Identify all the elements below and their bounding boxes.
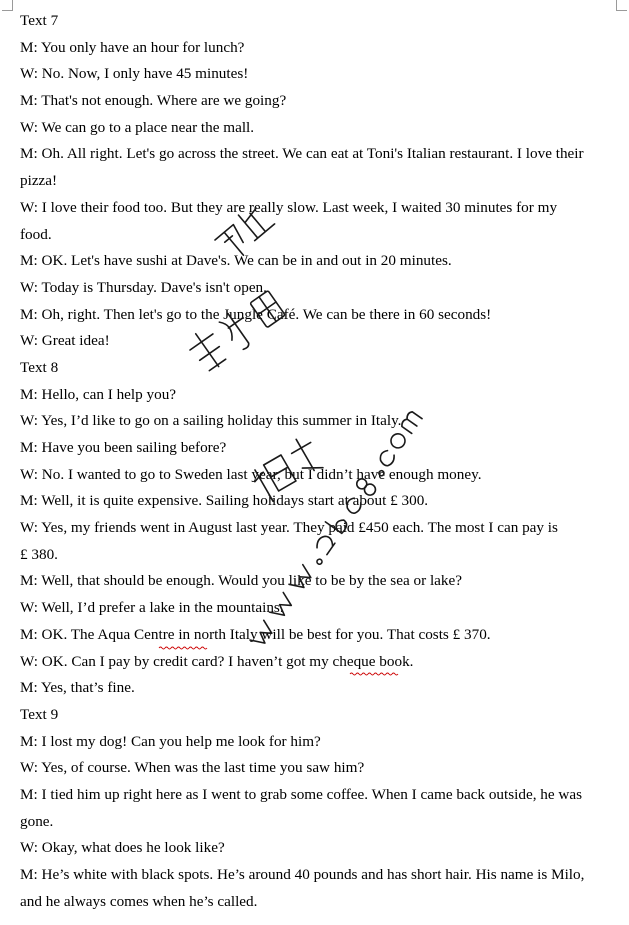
transcript-line: W: Okay, what does he look like? bbox=[20, 839, 225, 857]
transcript-line: W: Yes, I’d like to go on a sailing holiday this summer in Italy. bbox=[20, 412, 402, 430]
transcript-line: W: Well, I’d prefer a lake in the mountains. bbox=[20, 599, 284, 617]
transcript-line: M: He’s white with black spots. He’s around 40 pounds and has short hair. His name is Milo, bbox=[20, 866, 585, 883]
transcript-line: £ 380. bbox=[20, 545, 58, 563]
transcript-line: Text 7 bbox=[20, 12, 59, 29]
transcript-line: M: That's not enough. Where are we going? bbox=[20, 92, 287, 110]
transcript-line: W: Great idea! bbox=[20, 332, 110, 350]
transcript-line: M: Oh. All right. Let's go across the street. We can eat at Toni's Italian restaurant. I love their bbox=[20, 145, 584, 163]
transcript-line: pizza! bbox=[20, 172, 58, 190]
transcript-line: M: You only have an hour for lunch? bbox=[20, 38, 245, 56]
transcript-line: M: Well, that should be enough. Would you like to be by the sea or lake? bbox=[20, 572, 462, 590]
transcript-line: M: OK. The Aqua Centre in north Italy will be best for you. That costs £ 370. bbox=[20, 625, 491, 643]
transcript-line: M: Yes, that’s fine. bbox=[20, 679, 135, 697]
transcript-line: M: I lost my dog! Can you help me look for him? bbox=[20, 732, 321, 750]
document-body bbox=[20, 8, 622, 915]
transcript-line: M: I tied him up right here as I went to grab some coffee. When I came back outside, he was bbox=[20, 785, 583, 803]
page-corner-mark-left bbox=[2, 0, 13, 11]
transcript-line: and he always comes when he’s called. bbox=[20, 892, 258, 910]
transcript-line: M: Hello, can I help you? bbox=[20, 385, 177, 403]
transcript-line: M: Well, it is quite expensive. Sailing holidays start at about £ 300. bbox=[20, 492, 429, 510]
transcript-line: W: Today is Thursday. Dave's isn't open. bbox=[20, 278, 267, 296]
transcript-line: W: I love their food too. But they are really slow. Last week, I waited 30 minutes for my bbox=[20, 198, 558, 216]
transcript-line: Text 9 bbox=[20, 705, 59, 723]
transcript-line: W: Yes, my friends went in August last year. They paid £450 each. The most I can pay is bbox=[20, 519, 558, 537]
transcript-line: W: No. Now, I only have 45 minutes! bbox=[20, 65, 249, 83]
transcript-line: M: Have you been sailing before? bbox=[20, 439, 227, 456]
transcript-line: food. bbox=[20, 225, 52, 243]
transcript-line: M: Oh, right. Then let's go to the Jungle Café. We can be there in 60 seconds! bbox=[20, 305, 492, 323]
transcript-line: W: Yes, of course. When was the last time you saw him? bbox=[20, 759, 365, 777]
transcript-line: M: OK. Let's have sushi at Dave's. We can be in and out in 20 minutes. bbox=[20, 252, 452, 270]
transcript-line: W: We can go to a place near the mall. bbox=[20, 118, 255, 136]
transcript-line: W: No. I wanted to go to Sweden last year, but I didn’t have enough money. bbox=[20, 465, 482, 483]
transcript-line: gone. bbox=[20, 812, 54, 830]
transcript-line: Text 8 bbox=[20, 358, 59, 376]
transcript-line: W: OK. Can I pay by credit card? I haven’t got my cheque book. bbox=[20, 652, 414, 670]
